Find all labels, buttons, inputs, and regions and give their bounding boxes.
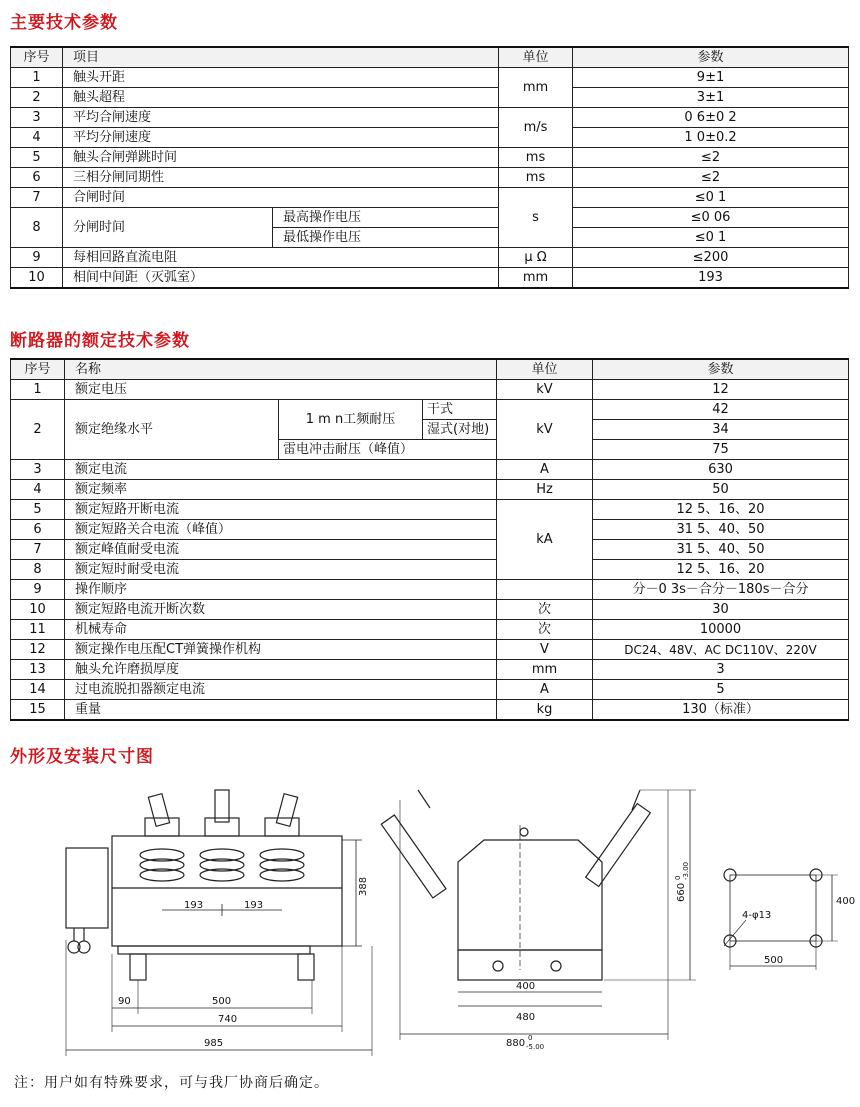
row-item: 额定峰值耐受电流	[65, 540, 497, 560]
row-value: 12 5、16、20	[593, 560, 849, 580]
table-row	[11, 168, 849, 188]
row-unit: Hz	[497, 480, 593, 500]
side-dim-height-tol-upper: 0	[674, 875, 682, 880]
footnote: 注：用户如有特殊要求，可与我厂协商后确定。	[14, 1075, 329, 1091]
row-unit: A	[497, 680, 593, 700]
row-no: 7	[11, 540, 65, 560]
row-no: 8	[11, 208, 63, 248]
row-no: 7	[11, 188, 63, 208]
table-row	[11, 88, 849, 108]
row-no: 6	[11, 520, 65, 540]
row-item: 触头开距	[63, 68, 499, 88]
row-unit: ms	[499, 168, 573, 188]
row-subitem: 干式	[423, 400, 497, 420]
row-no: 4	[11, 128, 63, 148]
front-dim-mount-span: 500	[212, 996, 232, 1007]
table-row	[11, 480, 849, 500]
row-subitem: 最高操作电压	[273, 208, 499, 228]
row-unit: μ Ω	[499, 248, 573, 268]
table-row	[11, 680, 849, 700]
front-dim-height: 388	[358, 876, 369, 896]
row-value: 10000	[593, 620, 849, 640]
row-value: ≤0 1	[573, 228, 849, 248]
row-no: 10	[11, 600, 65, 620]
row-value: 分－0 3s－合分－180s－合分	[593, 580, 849, 600]
row-value: ≤2	[573, 148, 849, 168]
row-no: 3	[11, 460, 65, 480]
row-item: 触头超程	[63, 88, 499, 108]
rated-params-table	[10, 358, 849, 721]
row-item: 过电流脱扣器额定电流	[65, 680, 497, 700]
row-value: 42	[593, 400, 849, 420]
row-no: 9	[11, 248, 63, 268]
table-row	[11, 500, 849, 520]
row-value: ≤0 1	[573, 188, 849, 208]
table-row	[11, 520, 849, 540]
row-item: 重量	[65, 700, 497, 721]
row-no: 14	[11, 680, 65, 700]
row-unit: mm	[499, 268, 573, 289]
table-row	[11, 540, 849, 560]
row-unit: kV	[497, 400, 593, 460]
row-unit: kA	[497, 500, 593, 580]
row-item: 操作顺序	[65, 580, 497, 600]
row-subitem: 湿式(对地)	[423, 420, 497, 440]
table-row	[11, 580, 849, 600]
row-item: 平均合闸速度	[63, 108, 499, 128]
table-row	[11, 400, 849, 420]
main-params-table	[10, 46, 849, 289]
table-row	[11, 268, 849, 289]
row-value: ≤200	[573, 248, 849, 268]
header-item: 项目	[63, 47, 499, 68]
row-no: 2	[11, 88, 63, 108]
section-title-main-params: 主要技术参数	[10, 13, 118, 33]
row-item: 额定绝缘水平	[65, 400, 279, 460]
row-value: 3	[593, 660, 849, 680]
side-dim-base-width: 480	[516, 1012, 536, 1023]
row-value: 31 5、40、50	[593, 520, 849, 540]
row-value: 1 0±0.2	[573, 128, 849, 148]
row-no: 6	[11, 168, 63, 188]
row-subitem: 雷电冲击耐压（峰值）	[279, 440, 497, 460]
row-no: 5	[11, 148, 63, 168]
row-item: 触头合闸弹跳时间	[63, 148, 499, 168]
table-row	[11, 620, 849, 640]
table-header-row	[11, 359, 849, 380]
row-no: 4	[11, 480, 65, 500]
row-item: 额定操作电压配CT弹簧操作机构	[65, 640, 497, 660]
row-value: 5	[593, 680, 849, 700]
row-unit: A	[497, 460, 593, 480]
side-dim-width-tol-upper: 0	[528, 1034, 533, 1042]
row-value: 75	[593, 440, 849, 460]
row-unit: kg	[497, 700, 593, 721]
row-unit: 次	[497, 600, 593, 620]
row-unit: s	[499, 188, 573, 248]
front-dim-offset: 90	[118, 996, 131, 1007]
row-item: 机械寿命	[65, 620, 497, 640]
row-value: 0 6±0 2	[573, 108, 849, 128]
row-unit: ms	[499, 148, 573, 168]
row-value: ≤2	[573, 168, 849, 188]
row-no: 11	[11, 620, 65, 640]
row-no: 13	[11, 660, 65, 680]
front-dim-base-width: 740	[218, 1014, 238, 1025]
row-unit: mm	[497, 660, 593, 680]
row-no: 10	[11, 268, 63, 289]
table-row	[11, 640, 849, 660]
row-subitem: 1 m n工频耐压	[279, 400, 423, 440]
row-item: 额定短路关合电流（峰值）	[65, 520, 497, 540]
table-row	[11, 108, 849, 128]
row-value: 12 5、16、20	[593, 500, 849, 520]
row-no: 2	[11, 400, 65, 460]
side-dim-width-tol-lower: -5.00	[526, 1043, 545, 1051]
row-value: 30	[593, 600, 849, 620]
side-view-drawing	[381, 790, 696, 1040]
row-no: 5	[11, 500, 65, 520]
header-no: 序号	[11, 359, 65, 380]
header-value: 参数	[573, 47, 849, 68]
table-row	[11, 68, 849, 88]
row-item: 触头允许磨损厚度	[65, 660, 497, 680]
row-unit: m/s	[499, 108, 573, 148]
row-value: 12	[593, 380, 849, 400]
section-title-dimensions: 外形及安装尺寸图	[10, 747, 154, 767]
table-row	[11, 380, 849, 400]
row-value: 9±1	[573, 68, 849, 88]
header-unit: 单位	[497, 359, 593, 380]
side-dim-height-tol-lower: -3.00	[682, 861, 690, 880]
row-item: 分闸时间	[63, 208, 273, 248]
row-value: ≤0 06	[573, 208, 849, 228]
front-dim-pole-spacing-2: 193	[244, 900, 264, 911]
front-dim-pole-spacing-1: 193	[184, 900, 204, 911]
row-value: DC24、48V、AC DC110V、220V	[593, 640, 849, 660]
header-name: 名称	[65, 359, 497, 380]
row-no: 12	[11, 640, 65, 660]
front-dim-overall-width: 985	[204, 1038, 224, 1049]
row-unit: V	[497, 640, 593, 660]
row-no: 9	[11, 580, 65, 600]
row-item: 额定频率	[65, 480, 497, 500]
side-dim-overall-width: 880	[506, 1038, 526, 1049]
table-header-row	[11, 47, 849, 68]
hole-dim-span-x: 500	[764, 955, 784, 966]
row-no: 3	[11, 108, 63, 128]
row-unit: mm	[499, 68, 573, 108]
hole-dim-span-y: 400	[836, 896, 856, 907]
table-row	[11, 600, 849, 620]
row-subitem: 最低操作电压	[273, 228, 499, 248]
row-item: 额定电压	[65, 380, 497, 400]
row-item: 额定短路开断电流	[65, 500, 497, 520]
header-no: 序号	[11, 47, 63, 68]
row-item: 平均分闸速度	[63, 128, 499, 148]
dimension-drawings	[0, 770, 860, 1070]
row-item: 额定短路电流开断次数	[65, 600, 497, 620]
row-item: 相间中间距（灭弧室）	[63, 268, 499, 289]
table-row	[11, 700, 849, 721]
table-row	[11, 148, 849, 168]
header-unit: 单位	[499, 47, 573, 68]
table-row	[11, 560, 849, 580]
row-unit: kV	[497, 380, 593, 400]
table-row	[11, 188, 849, 208]
row-no: 8	[11, 560, 65, 580]
row-item: 额定短时耐受电流	[65, 560, 497, 580]
table-row	[11, 208, 849, 228]
row-no: 15	[11, 700, 65, 721]
row-value: 630	[593, 460, 849, 480]
row-item: 三相分闸同期性	[63, 168, 499, 188]
row-item: 额定电流	[65, 460, 497, 480]
row-no: 1	[11, 68, 63, 88]
table-row	[11, 660, 849, 680]
row-value: 3±1	[573, 88, 849, 108]
section-title-rated-params: 断路器的额定技术参数	[10, 331, 190, 351]
row-unit	[497, 580, 593, 600]
row-unit: 次	[497, 620, 593, 640]
table-row	[11, 460, 849, 480]
row-value: 34	[593, 420, 849, 440]
hole-dim-holes: 4-φ13	[742, 910, 772, 921]
header-value: 参数	[593, 359, 849, 380]
row-item: 每相回路直流电阻	[63, 248, 499, 268]
table-row	[11, 128, 849, 148]
side-dim-overall-height: 660	[676, 882, 687, 902]
row-value: 50	[593, 480, 849, 500]
row-value: 31 5、40、50	[593, 540, 849, 560]
table-row	[11, 248, 849, 268]
row-value: 130（标准）	[593, 700, 849, 721]
row-no: 1	[11, 380, 65, 400]
side-dim-mount-span: 400	[516, 981, 536, 992]
row-item: 合闸时间	[63, 188, 499, 208]
row-value: 193	[573, 268, 849, 289]
